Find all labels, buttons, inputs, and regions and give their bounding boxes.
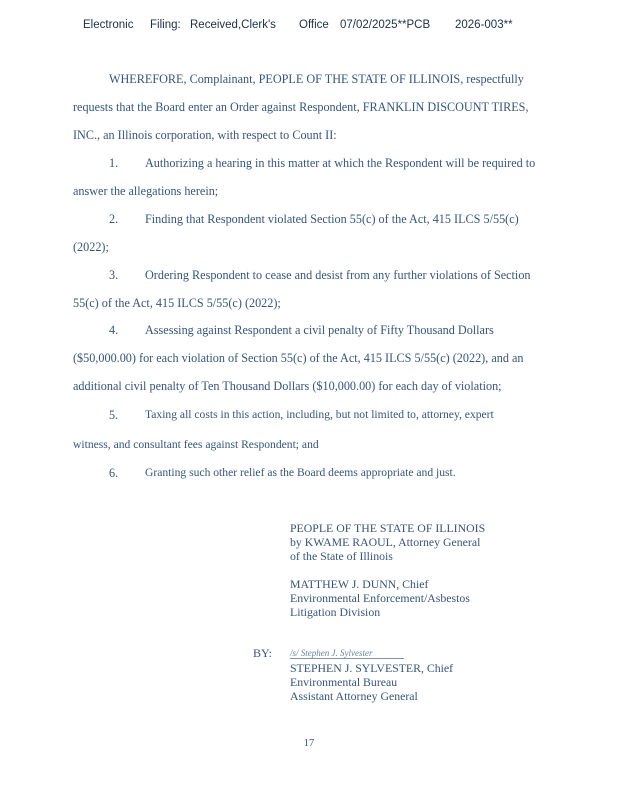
signature-line: Environmental Bureau — [290, 675, 398, 690]
header-electronic: Electronic — [83, 19, 134, 31]
item-3-number: 3. — [109, 268, 119, 282]
signature-line: of the State of Illinois — [290, 549, 393, 564]
item-4-line-1: Assessing against Respondent a civil penalty of Fifty Thousand Dollars — [145, 323, 494, 337]
item-2-number: 2. — [109, 212, 119, 226]
wherefore-line-2: requests that the Board enter an Order against Respondent, FRANKLIN DISCOUNT TIRES, — [73, 100, 529, 114]
header-filing: Filing: — [150, 19, 181, 31]
item-5-line-1: Taxing all costs in this action, including, but not limited to, attorney, expert — [145, 408, 494, 421]
wherefore-line-3: INC., an Illinois corporation, with respect to Count II: — [73, 128, 337, 142]
signature-line: by KWAME RAOUL, Attorney General — [290, 535, 481, 550]
header-case-number: 2026-003** — [455, 19, 513, 31]
item-6-number: 6. — [109, 466, 119, 480]
by-label: BY: — [253, 646, 272, 660]
signature-block-people — [290, 521, 485, 564]
signature-block-dunn — [290, 577, 470, 620]
slash-signature: /s/ Stephen J. Sylvester — [290, 648, 404, 659]
signature-line: MATTHEW J. DUNN, Chief — [290, 577, 429, 591]
item-3-line-2: 55(c) of the Act, 415 ILCS 5/55(c) (2022); — [73, 296, 281, 310]
item-1-line-2: answer the allegations herein; — [73, 184, 219, 198]
item-4-line-3: additional civil penalty of Ten Thousand Dollars ($10,000.00) for each day of violation; — [73, 379, 502, 393]
item-5-line-2: witness, and consultant fees against Respondent; and — [73, 438, 319, 451]
signature-line: Litigation Division — [290, 605, 381, 620]
item-3-line-1: Ordering Respondent to cease and desist from any further violations of Section — [145, 268, 531, 282]
item-2-line-1: Finding that Respondent violated Section 55(c) of the Act, 415 ILCS 5/55(c) — [145, 212, 519, 226]
signature-line: PEOPLE OF THE STATE OF ILLINOIS — [290, 521, 486, 535]
wherefore-line-1: WHEREFORE, Complainant, PEOPLE OF THE STATE OF ILLINOIS, respectfully — [109, 72, 524, 86]
item-4-line-2: ($50,000.00) for each violation of Section 55(c) of the Act, 415 ILCS 5/55(c) (2022), and an — [73, 351, 524, 365]
item-4-number: 4. — [109, 323, 119, 337]
filing-header — [0, 19, 618, 37]
header-date: 07/02/2025**PCB — [340, 19, 431, 31]
signature-line: Assistant Attorney General — [290, 689, 418, 704]
header-received: Received,Clerk's — [190, 19, 276, 31]
signature-line: Environmental Enforcement/Asbestos — [290, 591, 470, 606]
item-1-line-1: Authorizing a hearing in this matter at which the Respondent will be required to — [145, 156, 536, 170]
page-number: 17 — [303, 738, 315, 749]
signature-block-sylvester — [290, 661, 453, 704]
item-5-number: 5. — [109, 408, 119, 422]
header-office: Office — [299, 19, 329, 31]
item-6-line-1: Granting such other relief as the Board deems appropriate and just. — [145, 466, 456, 479]
item-1-number: 1. — [109, 156, 119, 170]
signature-line: STEPHEN J. SYLVESTER, Chief — [290, 661, 454, 675]
item-2-line-2: (2022); — [73, 240, 109, 254]
